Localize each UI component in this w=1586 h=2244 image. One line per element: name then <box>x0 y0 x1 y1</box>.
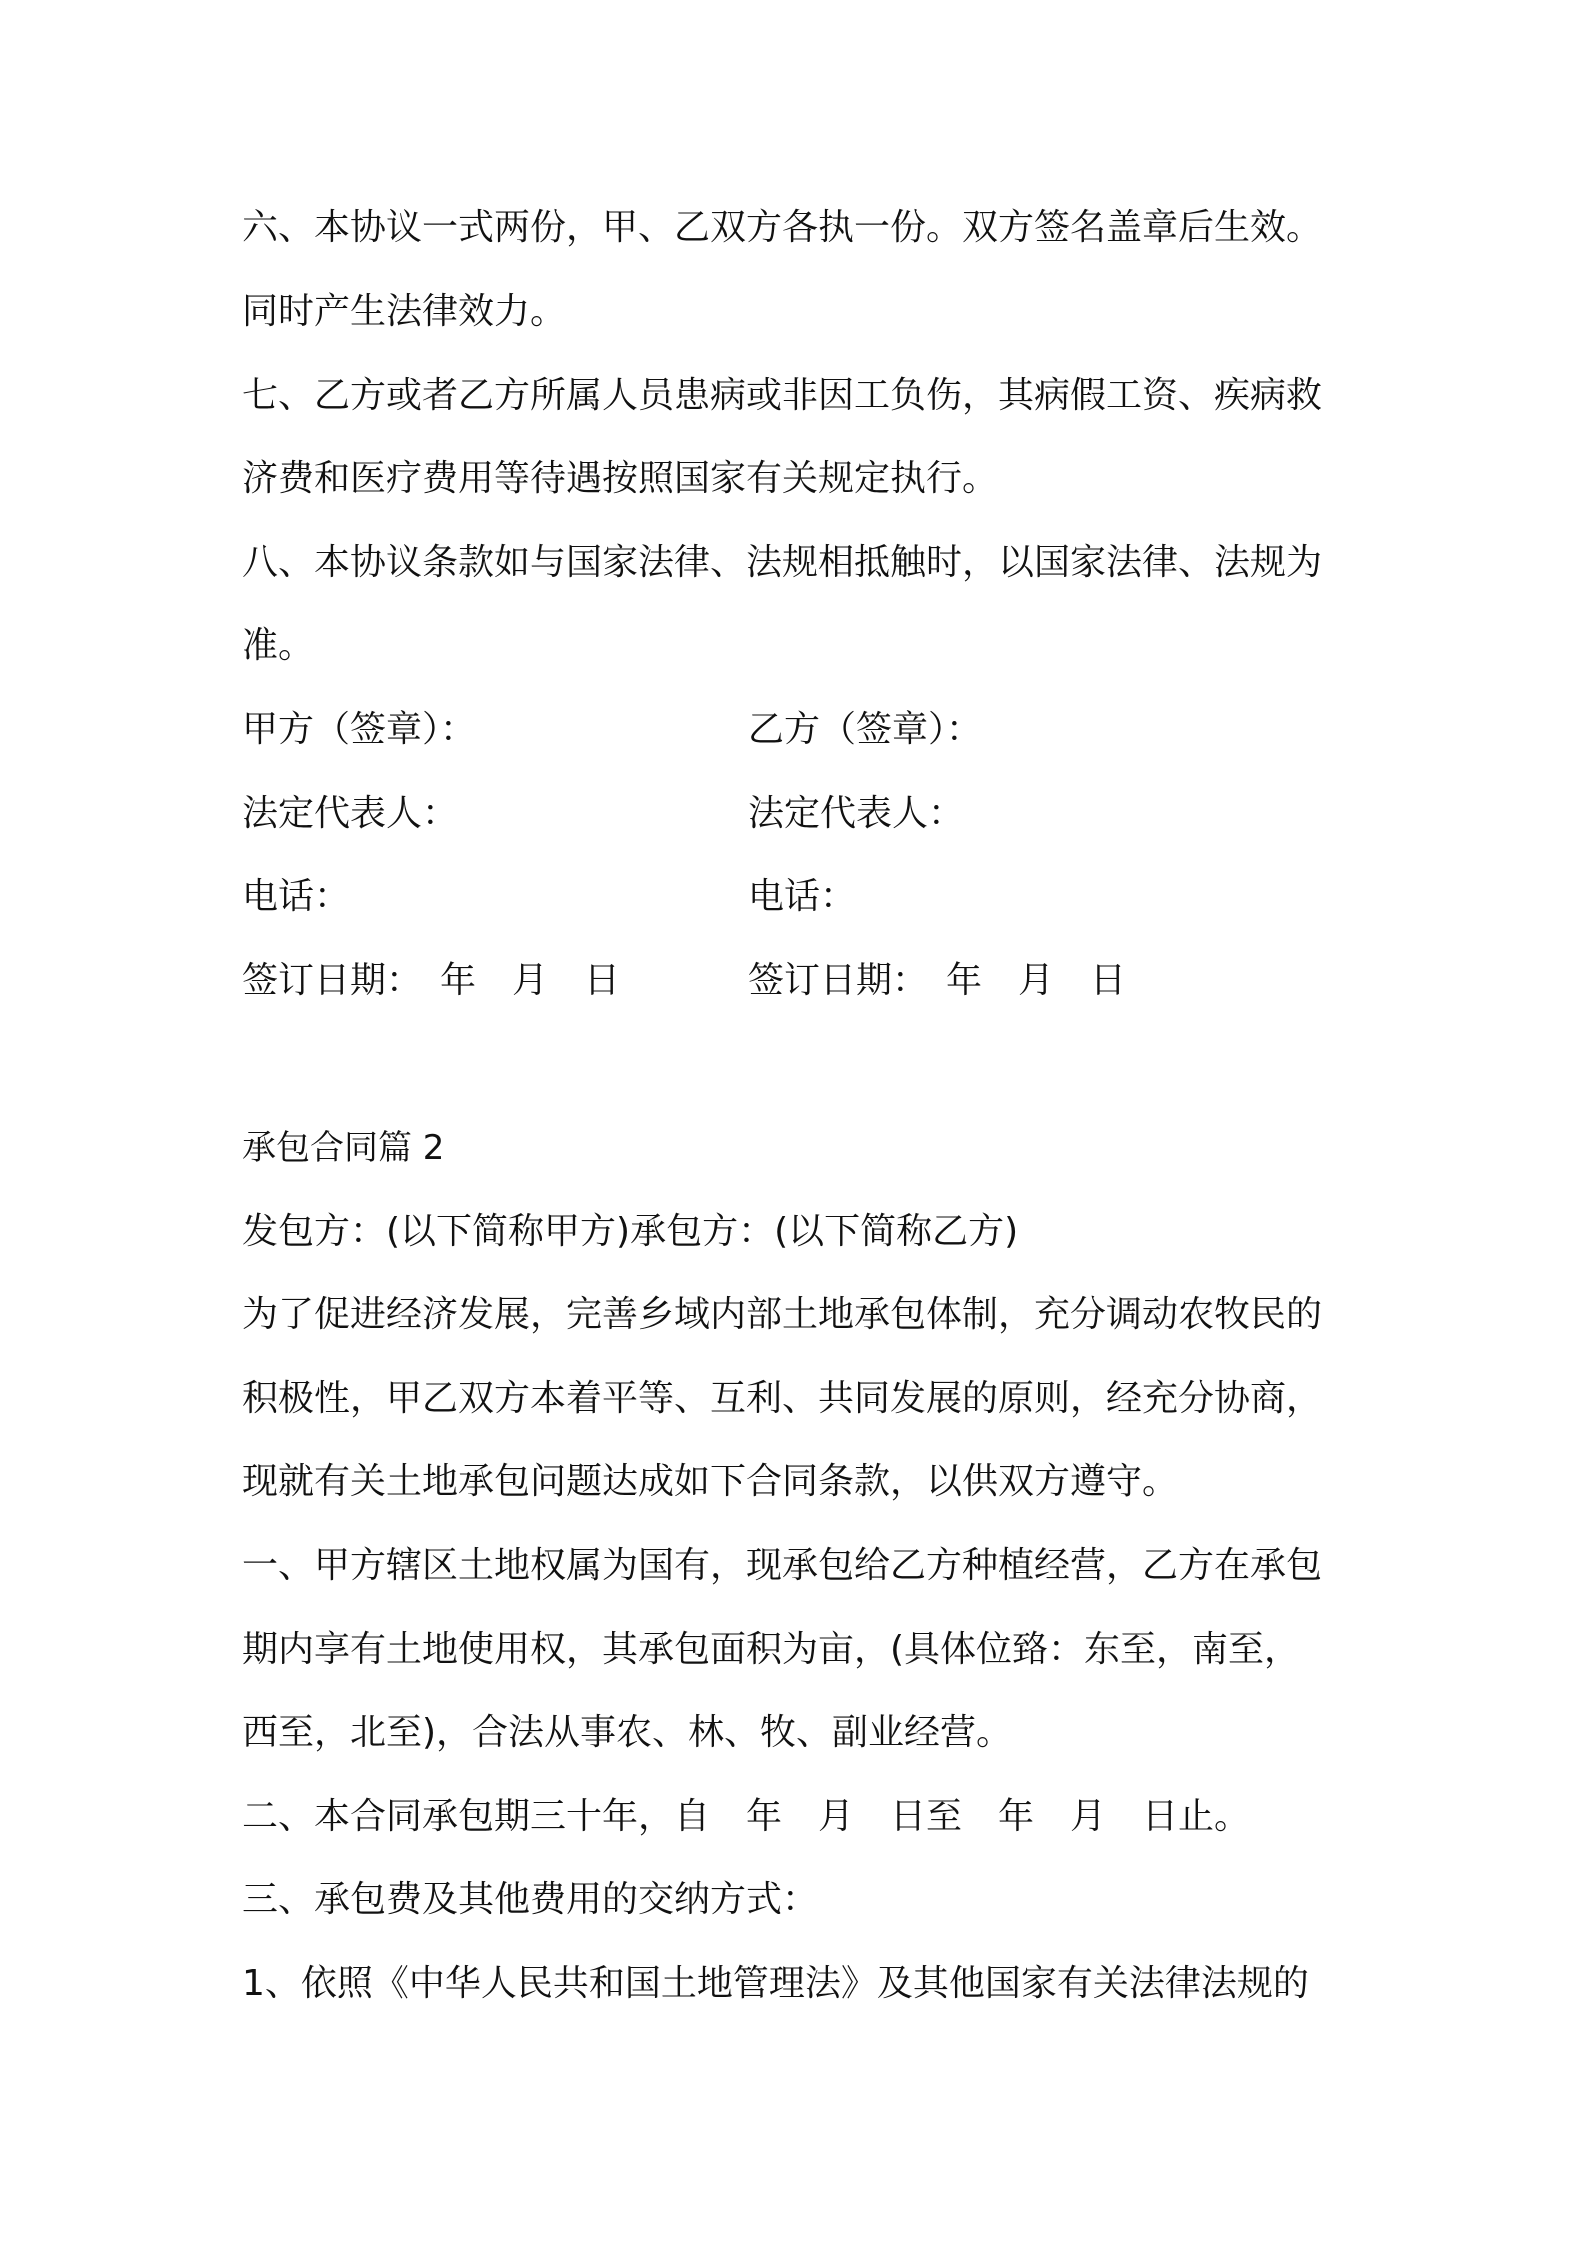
preamble-line-3: 现就有关土地承包问题达成如下合同条款，以供双方遵守。 <box>242 1461 1179 1502</box>
party-b-date: 签订日期： 年 月 日 <box>748 960 1127 1001</box>
clause-one-line-2: 期内享有土地使用权，其承包面积为亩，(具体位臵：东至，南至， <box>242 1629 1301 1670</box>
preamble-line-1: 为了促进经济发展，完善乡域内部土地承包体制，充分调动农牧民的 <box>242 1294 1323 1335</box>
clause-eight-line-2: 准。 <box>242 625 315 666</box>
party-a-representative: 法定代表人： <box>242 793 459 834</box>
party-b-seal: 乙方（签章）： <box>748 709 983 750</box>
clause-two-line: 二、本合同承包期三十年，自 年 月 日至 年 月 日止。 <box>242 1796 1251 1837</box>
party-a-seal: 甲方（签章）： <box>242 709 477 750</box>
clause-three-heading: 三、承包费及其他费用的交纳方式： <box>242 1879 819 1920</box>
parties-line: 发包方：(以下简称甲方)承包方：(以下简称乙方) <box>242 1211 1019 1252</box>
preamble-line-2: 积极性，甲乙双方本着平等、互利、共同发展的原则，经充分协商， <box>242 1378 1323 1419</box>
party-a-date: 签订日期： 年 月 日 <box>242 960 621 1001</box>
clause-seven-line-2: 济费和医疗费用等待遇按照国家有关规定执行。 <box>242 458 999 499</box>
clause-one-line-1: 一、甲方辖区土地权属为国有，现承包给乙方种植经营，乙方在承包 <box>242 1545 1323 1586</box>
clause-three-item-1: 1、依照《中华人民共和国土地管理法》及其他国家有关法律法规的 <box>242 1963 1309 2004</box>
clause-six-line-1: 六、本协议一式两份，甲、乙双方各执一份。双方签名盖章后生效。 <box>242 207 1323 248</box>
section-two-title: 承包合同篇 2 <box>242 1128 445 1168</box>
party-a-phone: 电话： <box>242 876 351 917</box>
clause-eight-line-1: 八、本协议条款如与国家法律、法规相抵触时，以国家法律、法规为 <box>242 542 1323 583</box>
clause-one-line-3: 西至，北至)，合法从事农、林、牧、副业经营。 <box>242 1712 1013 1753</box>
clause-seven-line-1: 七、乙方或者乙方所属人员患病或非因工负伤，其病假工资、疾病救 <box>242 375 1323 416</box>
party-b-representative: 法定代表人： <box>748 793 965 834</box>
party-b-phone: 电话： <box>748 876 857 917</box>
clause-six-line-2: 同时产生法律效力。 <box>242 291 567 332</box>
